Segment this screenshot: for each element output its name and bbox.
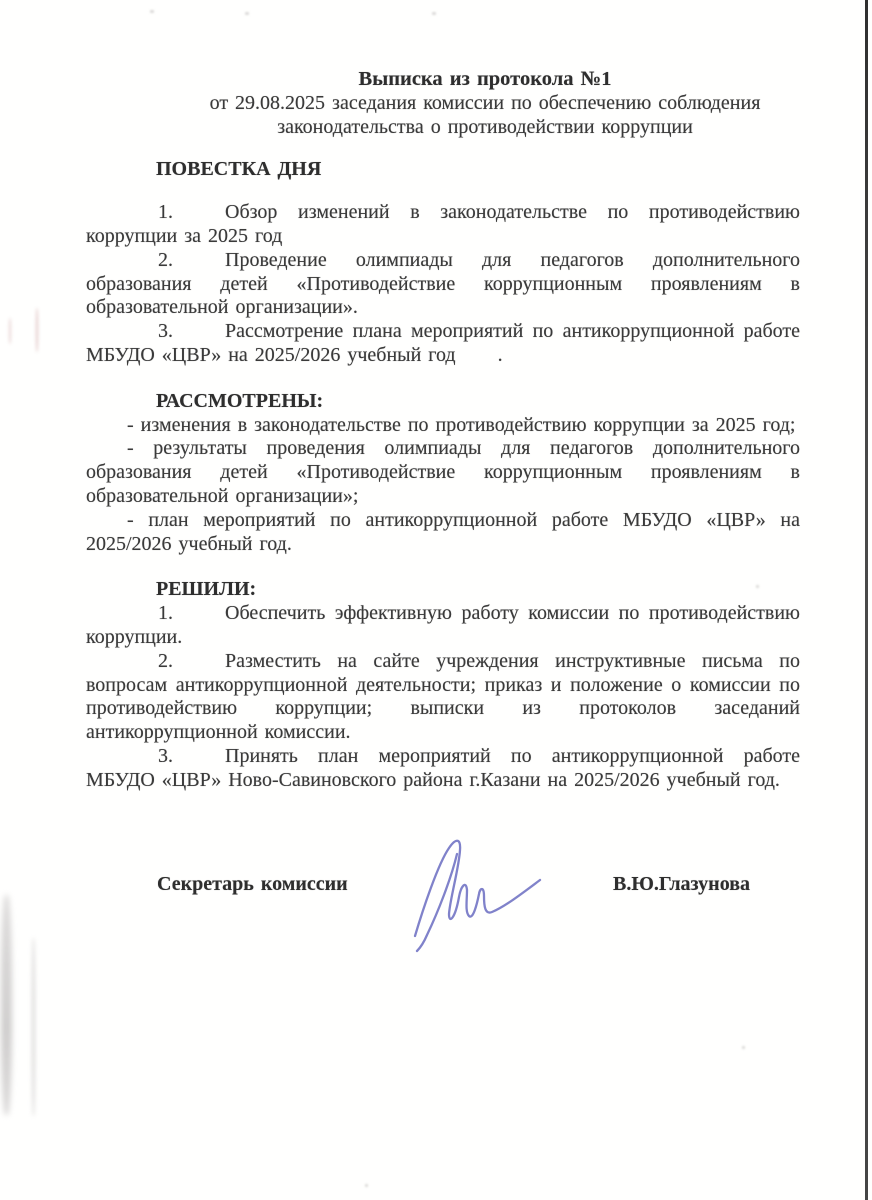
signer-role: Секретарь комиссии (157, 872, 348, 895)
agenda-item-text: Обзор изменений в законодательстве по противодействию коррупции за 2025 год (86, 201, 800, 247)
decided-item-text: Принять план мероприятий по антикоррупционной работе МБУДО «ЦВР» Ново-Савиновского района г.Казани на 2025/2026 учебный год. (86, 744, 800, 791)
agenda-item (86, 320, 800, 368)
decided-item-text: Разместить на сайте учреждения инструктивные письма по вопросам антикоррупционной деятельности; приказ и положение о комиссии по противодействию коррупции; выписки из протоколов заседаний антикоррупционной комиссии. (86, 649, 800, 744)
document-title: Выписка из протокола №1 (358, 68, 612, 90)
scan-smudge (32, 938, 35, 1116)
document-subtitle-line2: законодательства о противодействии коррупции (277, 115, 693, 138)
scan-speck (365, 1184, 368, 1187)
agenda-item-text: Рассмотрение плана мероприятий по антикоррупционной работе МБУДО «ЦВР» на 2025/2026 учебный год . (86, 320, 800, 366)
agenda-item-number: 1. (158, 201, 173, 224)
decided-item-text: Обеспечить эффективную работу комиссии по противодействию коррупции. (86, 602, 800, 648)
decided-item-number: 1. (158, 602, 173, 625)
agenda-item (86, 249, 800, 320)
decided-item (86, 602, 800, 650)
document-subtitle-line1: от 29.08.2025 заседания комиссии по обеспечению соблюдения (209, 91, 761, 114)
signer-name: В.Ю.Глазунова (613, 872, 750, 895)
decided-item (86, 745, 800, 793)
scan-speck (742, 1046, 745, 1049)
scan-page-edge-shadow (865, 0, 868, 1200)
agenda-item-number: 2. (158, 248, 173, 271)
decided-item-number: 2. (158, 649, 173, 672)
handwritten-signature-icon (393, 824, 551, 958)
scan-smudge (9, 318, 11, 344)
agenda-item-number: 3. (158, 320, 173, 343)
scan-speck (150, 10, 154, 13)
decided-heading: РЕШИЛИ: (156, 578, 257, 601)
considered-item: - изменения в законодательстве по противодействию коррупции за 2025 год; (127, 413, 796, 436)
agenda-item (86, 201, 800, 249)
considered-heading: РАССМОТРЕНЫ: (156, 389, 324, 412)
scan-speck (756, 585, 759, 588)
document-header (86, 68, 800, 139)
document-body (86, 68, 800, 896)
scan-speck (245, 12, 249, 15)
scan-smudge (1, 895, 12, 1115)
considered-item: - план мероприятий по антикоррупционной работе МБУДО «ЦВР» на 2025/2026 учебный год. (86, 508, 800, 555)
scan-speck (432, 12, 436, 15)
decided-item-number: 3. (158, 744, 173, 767)
scan-smudge (36, 308, 38, 352)
decided-item (86, 650, 800, 745)
agenda-heading: ПОВЕСТКА ДНЯ (156, 158, 322, 181)
agenda-item-text: Проведение олимпиады для педагогов дополнительного образования детей «Противодействие коррупционным проявлениям в образовательной организации». (86, 248, 800, 319)
considered-item: - результаты проведения олимпиады для педагогов дополнительного образования детей «Противодействие коррупционным проявлениям в образовательной организации»; (86, 437, 800, 507)
